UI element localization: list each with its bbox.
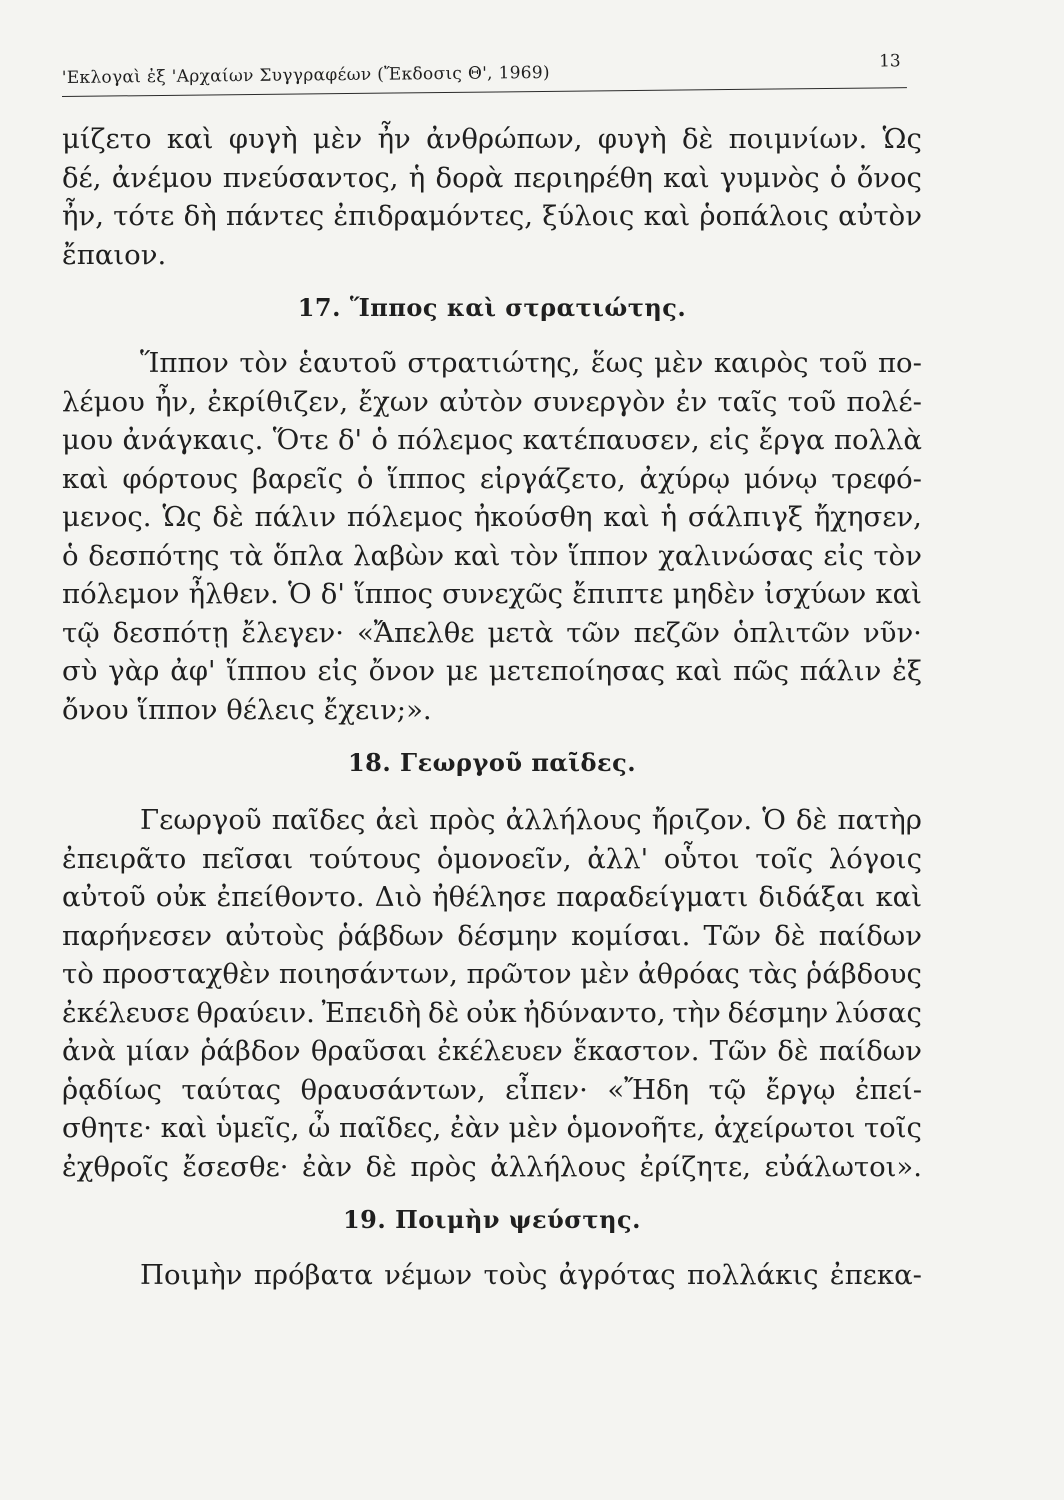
text-line: πόλεμον ἦλθεν. Ὁ δ' ἵππος συνεχῶς ἔπιπτε μηδὲν ἰσχύων καὶ [62, 578, 922, 610]
text-line: ῥᾳδίως ταύτας θραυσάντων, εἶπεν· «Ἤδη τῷ ἔργῳ ἐπεί- [62, 1073, 922, 1106]
page-body [62, 120, 922, 1295]
text-line: δέ, ἀνέμου πνεύσαντος, ἡ δορὰ περιηρέθη καὶ γυμνὸς ὁ ὄνος [62, 161, 922, 194]
text-line: μενος. Ὡς δὲ πάλιν πόλεμος ἠκούσθη καὶ ἡ σάλπιγξ ἤχησεν, [62, 501, 922, 533]
section-heading: 18. Γεωργοῦ παῖδες. [347, 748, 637, 777]
fable-17 [62, 284, 922, 729]
text-line: ἐχθροῖς ἔσεσθε· ἐὰν δὲ πρὸς ἀλλήλους ἐρίζητε, εὐάλωτοι». [62, 1150, 922, 1183]
text-line: σὺ γὰρ ἀφ' ἵππου εἰς ὄνον με μετεποίησας καὶ πῶς πάλιν ἐξ [62, 655, 922, 687]
text-line: ἐκέλευσε θραύειν. Ἐπειδὴ δὲ οὐκ ἠδύναντο, τὴν δέσμην λύσας [62, 996, 922, 1029]
text-line: ἐπειρᾶτο πεῖσαι τούτους ὁμονοεῖν, ἀλλ' οὗτοι τοῖς λόγοις [62, 842, 922, 875]
text-line: ἔπαιον. [62, 238, 167, 271]
running-title: 'Εκλογαὶ ἐξ 'Αρχαίων Συγγραφέων (Ἔκδοσις Θ', 1969) [61, 62, 551, 89]
fable-18 [62, 739, 922, 1186]
text-line: καὶ φόρτους βαρεῖς ὁ ἵππος εἰργάζετο, ἀχύρῳ μόνῳ τρεφό- [62, 462, 922, 495]
text-line: τὸ προσταχθὲν ποιησάντων, πρῶτον μὲν ἀθρόας τὰς ῥάβδους [62, 958, 922, 990]
section-heading: 19. Ποιμὴν ψεύστης. [342, 1205, 641, 1234]
text-line: ὄνου ἵππον θέλεις ἔχειν;». [62, 693, 432, 726]
text-line: λέμου ἦν, ἐκρίθιζεν, ἔχων αὐτὸν συνεργὸν ἐν ταῖς τοῦ πολέ- [62, 385, 922, 418]
text-line: ἦν, τότε δὴ πάντες ἐπιδραμόντες, ξύλοις καὶ ῥοπάλοις αὐτὸν [62, 200, 922, 232]
fable-19 [62, 1196, 922, 1295]
text-line: Γεωργοῦ παῖδες ἀεὶ πρὸς ἀλλήλους ἤριζον. Ὁ δὲ πατὴρ [140, 804, 922, 836]
text-line: μου ἀνάγκαις. Ὅτε δ' ὁ πόλεμος κατέπαυσεν, εἰς ἔργα πολλὰ [62, 424, 922, 456]
text-line: παρήνεσεν αὐτοὺς ῥάβδων δέσμην κομίσαι. Τῶν δὲ παίδων [62, 919, 922, 952]
text-line: Ἵππον τὸν ἑαυτοῦ στρατιώτης, ἕως μὲν καιρὸς τοῦ πο- [140, 347, 922, 379]
page-number: 13 [878, 51, 901, 72]
text-line: ὁ δεσπότης τὰ ὅπλα λαβὼν καὶ τὸν ἵππον χαλινώσας εἰς τὸν [62, 539, 922, 572]
text-line: τῷ δεσπότῃ ἔλεγεν· «Ἄπελθε μετὰ τῶν πεζῶν ὁπλιτῶν νῦν· [62, 616, 922, 649]
text-line: αὐτοῦ οὐκ ἐπείθοντο. Διὸ ἠθέλησε παραδείγματι διδάξαι καὶ [62, 881, 922, 913]
text-line: Ποιμὴν πρόβατα νέμων τοὺς ἀγρότας πολλάκις ἐπεκα- [140, 1259, 922, 1291]
fable-16-conclusion [62, 120, 922, 274]
text-line: σθητε· καὶ ὑμεῖς, ὦ παῖδες, ἐὰν μὲν ὁμονοῆτε, ἀχείρωτοι τοῖς [62, 1112, 922, 1144]
running-head [62, 51, 907, 97]
text-line: ἀνὰ μίαν ῥάβδον θραῦσαι ἐκέλευεν ἕκαστον. Τῶν δὲ παίδων [62, 1035, 922, 1067]
section-heading: 17. Ἵππος καὶ στρατιώτης. [297, 293, 687, 322]
text-line: μίζετο καὶ φυγὴ μὲν ἦν ἀνθρώπων, φυγὴ δὲ ποιμνίων. Ὡς [62, 123, 922, 155]
